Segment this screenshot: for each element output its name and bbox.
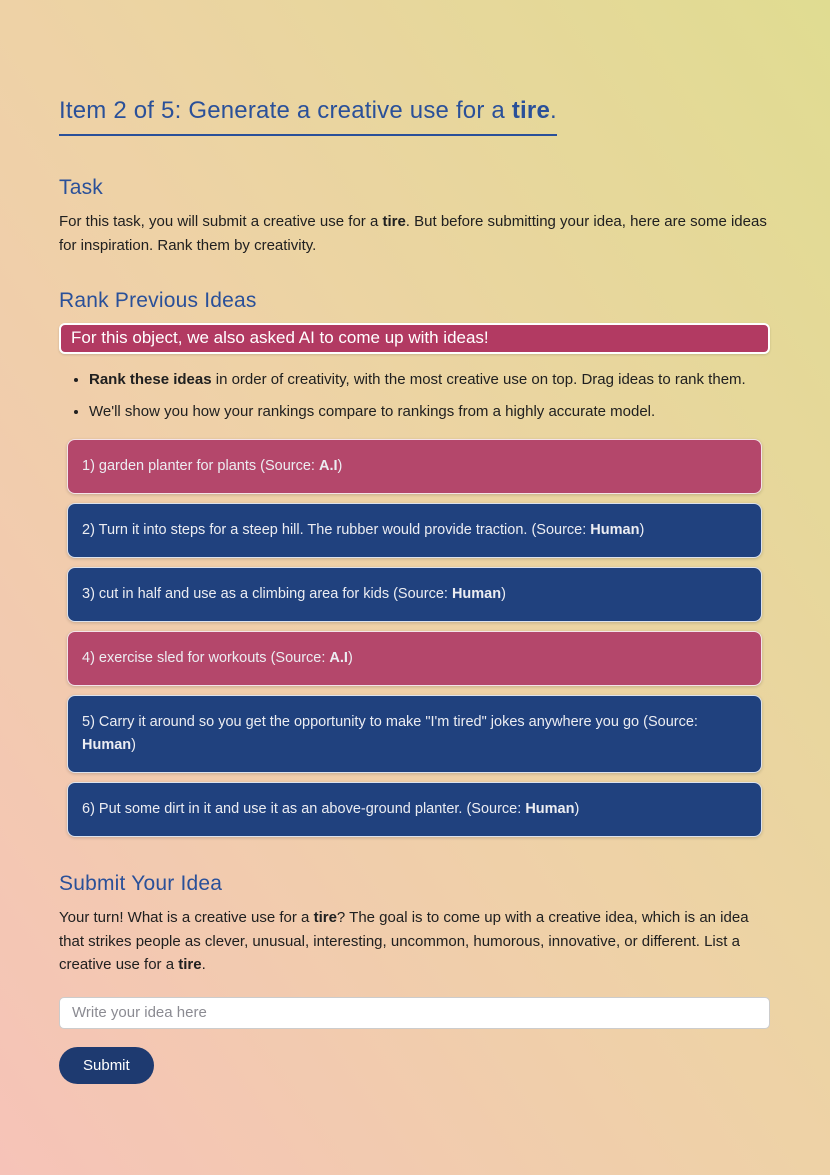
task-description-text: For this task, you will submit a creative use for a: [59, 213, 383, 230]
submit-description-object1: tire: [313, 909, 337, 926]
idea-card-source: Human: [590, 522, 640, 538]
idea-card-2[interactable]: [67, 503, 762, 558]
idea-card-source: Human: [451, 586, 502, 602]
rank-instruction-drag: [89, 368, 770, 391]
idea-card-6[interactable]: [67, 782, 762, 837]
submit-description-p1: Your turn! What is a creative use for a: [59, 909, 314, 926]
rank-instruction-drag-bold: Rank these ideas: [89, 371, 212, 388]
idea-card-close: ): [131, 737, 136, 753]
idea-input[interactable]: [59, 997, 770, 1029]
idea-card-text: 6) Put some dirt in it and use it as an above-ground planter. (Source:: [82, 801, 526, 817]
idea-card-3[interactable]: [67, 567, 762, 622]
page-title-text: Item 2 of 5: Generate a creative use for a: [59, 97, 512, 124]
page-title: [59, 97, 557, 136]
submit-description-p2: ? The goal is to come up with a creative idea, which is an idea that strikes people as clever, unusual, interesting, uncommon, humorous, innovative, or different. List a creative use for a: [59, 909, 749, 973]
submit-description-p3: .: [201, 956, 206, 973]
idea-card-4[interactable]: [67, 631, 762, 686]
idea-card-source: A.I: [329, 650, 348, 666]
idea-card-text: 4) exercise sled for workouts (Source:: [82, 650, 330, 666]
rank-instruction-model: • We'll show you how your rankings compare to rankings from a highly accurate model.: [89, 400, 770, 423]
page-title-period: .: [550, 97, 557, 124]
submit-button[interactable]: Submit: [59, 1047, 154, 1084]
page-title-object: tire: [511, 97, 550, 124]
idea-card-source: A.I: [318, 458, 338, 474]
ai-banner: For this object, we also asked AI to come up with ideas!: [59, 323, 770, 354]
idea-card-source: Human: [525, 801, 575, 817]
idea-card-text: 2) Turn it into steps for a steep hill. The rubber would provide traction. (Source:: [82, 522, 591, 538]
task-description-object: tire: [382, 213, 406, 230]
idea-card-text: 3) cut in half and use as a climbing area for kids (Source:: [82, 586, 452, 602]
submit-description: [59, 906, 770, 977]
idea-card-close: ): [501, 586, 506, 602]
submit-description-object2: tire: [178, 956, 202, 973]
rank-instructions: [59, 368, 770, 423]
idea-card-close: ): [574, 801, 580, 817]
idea-card-close: ): [639, 522, 645, 538]
task-heading: Task: [59, 176, 103, 199]
task-description: [59, 210, 770, 257]
idea-card-close: ): [347, 650, 353, 666]
idea-card-1[interactable]: [67, 439, 762, 494]
task-description-rest: . But before submitting your idea, here are some ideas for inspiration. Rank them by creativity.: [59, 213, 767, 254]
idea-card-source: Human: [82, 737, 132, 753]
idea-card-text: 5) Carry it around so you get the opportunity to make "I'm tired" jokes anywhere you go (Source:: [82, 714, 698, 730]
idea-card-5[interactable]: [67, 695, 762, 773]
rank-heading: Rank Previous Ideas: [59, 289, 257, 312]
idea-card-text: 1) garden planter for plants (Source:: [82, 458, 319, 474]
submit-heading: Submit Your Idea: [59, 872, 223, 895]
rank-instruction-drag-rest: in order of creativity, with the most creative use on top. Drag ideas to rank them.: [211, 371, 746, 388]
idea-card-list: [67, 439, 762, 837]
idea-card-close: ): [337, 458, 343, 474]
